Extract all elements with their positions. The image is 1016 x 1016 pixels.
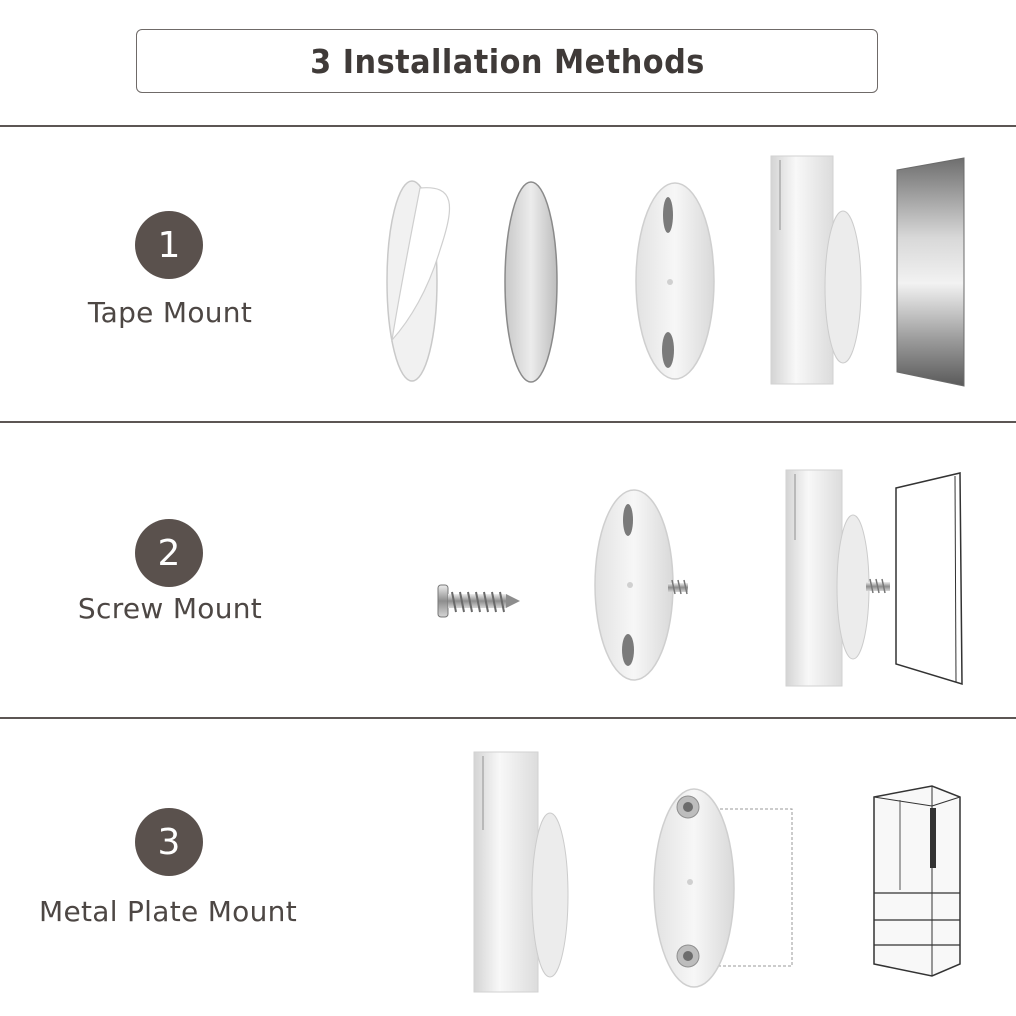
method-1-label: Tape Mount [87, 296, 253, 329]
adhesive-pad-icon [505, 182, 557, 382]
method-2-label: Screw Mount [77, 592, 263, 625]
holder-disc-plate-icon [654, 789, 792, 987]
method-1-number: 1 [135, 211, 203, 279]
method-3-label: Metal Plate Mount [39, 895, 297, 928]
holder-disc-icon [636, 183, 714, 379]
page-title: 3 Installation Methods [309, 41, 705, 81]
door-surface-icon [896, 473, 962, 684]
screw-icon [438, 585, 520, 617]
pole-with-holder-icon [771, 156, 861, 384]
tape-peeling-icon [387, 181, 450, 381]
mirror-surface-icon [897, 158, 964, 386]
method-2-number: 2 [135, 519, 203, 587]
refrigerator-icon [874, 786, 960, 976]
pole-screw-icon [786, 470, 890, 686]
pole-plate-icon [474, 752, 568, 992]
method-3-number: 3 [135, 808, 203, 876]
holder-disc-screw-icon [595, 490, 688, 680]
